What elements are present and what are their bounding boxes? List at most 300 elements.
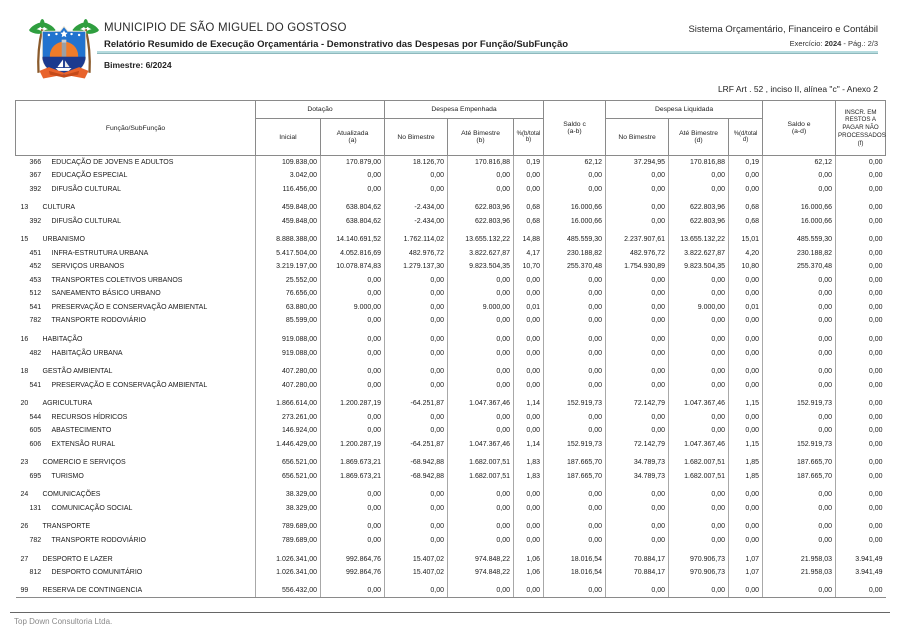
row-value-cell: 0,00: [836, 378, 886, 392]
row-function-code: 392: [29, 185, 42, 193]
row-value-cell: 0,01: [729, 301, 763, 315]
row-value-cell: 1.026.341,00: [256, 566, 321, 580]
row-function-label: COMUNICAÇÕES: [42, 491, 101, 499]
row-value-cell: 0,00: [729, 378, 763, 392]
row-value-cell: 0,00: [385, 328, 448, 347]
row-value-cell: 0,00: [514, 346, 544, 360]
row-value-cell: 0,00: [763, 169, 836, 183]
row-value-cell: 3.822.627,87: [448, 247, 514, 261]
row-function-code: 27: [20, 555, 29, 563]
row-value-cell: 76.656,00: [256, 287, 321, 301]
table-row: [16, 247, 886, 261]
row-value-cell: 3.042,00: [256, 169, 321, 183]
row-value-cell: 0,00: [669, 579, 729, 598]
row-value-cell: 0,00: [448, 328, 514, 347]
table-row: [16, 156, 886, 170]
row-value-cell: 1,07: [729, 547, 763, 566]
row-value-cell: 407.280,00: [256, 360, 321, 379]
row-value-cell: 1,06: [514, 566, 544, 580]
row-value-cell: 656.521,00: [256, 451, 321, 470]
row-function-label: GESTÃO AMBIENTAL: [42, 368, 113, 376]
row-function-code: 392: [29, 217, 42, 225]
row-value-cell: 0,00: [514, 515, 544, 534]
row-value-cell: 0,00: [544, 183, 606, 197]
row-value-cell: 0,00: [385, 314, 448, 328]
row-value-cell: 0,00: [836, 483, 886, 502]
row-value-cell: 622.803,96: [669, 215, 729, 229]
col-header-pct-b: %(b/total b): [514, 119, 544, 156]
row-value-cell: 1.047.367,46: [669, 437, 729, 451]
row-value-cell: 3.941,49: [836, 566, 886, 580]
row-value-cell: 622.803,96: [669, 196, 729, 215]
row-value-cell: 0,00: [669, 410, 729, 424]
footer-company: Top Down Consultoria Ltda.: [14, 617, 113, 626]
row-function-code: 605: [29, 427, 42, 435]
row-function-label: HABITAÇÃO: [42, 335, 83, 343]
row-value-cell: 0,00: [544, 301, 606, 315]
table-row: [16, 515, 886, 534]
row-value-cell: 34.789,73: [606, 470, 669, 484]
row-function-label: TRANSPORTES COLETIVOS URBANOS: [51, 276, 183, 284]
row-value-cell: 0,00: [836, 287, 886, 301]
row-value-cell: 0,00: [836, 360, 886, 379]
row-value-cell: 0,00: [544, 579, 606, 598]
row-value-cell: 0,00: [321, 579, 385, 598]
row-value-cell: 187.665,70: [544, 451, 606, 470]
row-value-cell: 109.838,00: [256, 156, 321, 170]
row-function-label: SANEAMENTO BÁSICO URBANO: [51, 290, 161, 298]
row-function-code: 606: [29, 440, 42, 448]
row-function-name: [16, 502, 256, 516]
row-value-cell: 0,00: [544, 483, 606, 502]
row-value-cell: 0,00: [606, 215, 669, 229]
row-function-name: [16, 451, 256, 470]
row-value-cell: 170.879,00: [321, 156, 385, 170]
row-value-cell: 15,01: [729, 228, 763, 247]
row-value-cell: 0,00: [606, 424, 669, 438]
row-value-cell: 0,00: [836, 183, 886, 197]
row-value-cell: 0,00: [836, 215, 886, 229]
row-function-code: 99: [20, 587, 29, 595]
row-value-cell: 0,00: [606, 515, 669, 534]
row-function-name: [16, 260, 256, 274]
row-function-name: [16, 314, 256, 328]
exercise-page-line: [688, 39, 878, 48]
row-value-cell: 0,00: [544, 410, 606, 424]
row-value-cell: 0,00: [448, 360, 514, 379]
row-value-cell: 187.665,70: [763, 470, 836, 484]
row-function-name: [16, 328, 256, 347]
row-value-cell: 0,00: [448, 410, 514, 424]
row-function-label: DIFUSÃO CULTURAL: [51, 185, 121, 193]
row-value-cell: 0,68: [729, 215, 763, 229]
row-value-cell: 3.941,49: [836, 547, 886, 566]
row-value-cell: 0,00: [763, 287, 836, 301]
table-row: [16, 566, 886, 580]
row-value-cell: 0,00: [321, 183, 385, 197]
row-function-label: PRESERVAÇÃO E CONSERVAÇÃO AMBIENTAL: [51, 303, 208, 311]
row-value-cell: 1,06: [514, 547, 544, 566]
row-function-name: [16, 228, 256, 247]
row-value-cell: 16.000,66: [544, 196, 606, 215]
table-row: [16, 378, 886, 392]
row-value-cell: -68.942,88: [385, 451, 448, 470]
row-value-cell: 1.869.673,21: [321, 451, 385, 470]
row-value-cell: 0,00: [514, 328, 544, 347]
col-header-restos: INSCR. EM RESTOS A PAGAR NÃO PROCESSADOS (f): [836, 101, 886, 156]
row-value-cell: 0,00: [385, 579, 448, 598]
row-value-cell: 482.976,72: [385, 247, 448, 261]
row-function-code: 695: [29, 472, 42, 480]
table-row: [16, 424, 886, 438]
row-value-cell: 34.789,73: [606, 451, 669, 470]
row-value-cell: 0,00: [669, 502, 729, 516]
row-value-cell: 970.906,73: [669, 566, 729, 580]
table-row: [16, 470, 886, 484]
row-value-cell: 72.142,79: [606, 392, 669, 411]
row-value-cell: 0,00: [763, 424, 836, 438]
row-function-code: 23: [20, 459, 29, 467]
row-function-name: [16, 437, 256, 451]
row-value-cell: 0,00: [669, 378, 729, 392]
row-value-cell: 18.016,54: [544, 547, 606, 566]
row-value-cell: 1.762.114,02: [385, 228, 448, 247]
row-value-cell: 18.016,54: [544, 566, 606, 580]
row-value-cell: 0,00: [448, 287, 514, 301]
row-value-cell: 485.559,30: [763, 228, 836, 247]
row-value-cell: 0,00: [385, 169, 448, 183]
row-function-code: 453: [29, 276, 42, 284]
row-value-cell: 25.552,00: [256, 274, 321, 288]
row-value-cell: 1.446.429,00: [256, 437, 321, 451]
row-value-cell: 974.848,22: [448, 547, 514, 566]
row-value-cell: 1.047.367,46: [448, 437, 514, 451]
row-value-cell: 0,00: [448, 502, 514, 516]
table-row: [16, 196, 886, 215]
row-value-cell: 0,00: [763, 183, 836, 197]
row-value-cell: 0,00: [669, 274, 729, 288]
row-value-cell: 0,00: [836, 451, 886, 470]
row-value-cell: 146.924,00: [256, 424, 321, 438]
expenses-table: [15, 100, 886, 598]
row-function-code: 782: [29, 317, 42, 325]
row-function-label: SERVIÇOS URBANOS: [51, 263, 125, 271]
row-value-cell: 992.864,76: [321, 547, 385, 566]
row-value-cell: 70.884,17: [606, 566, 669, 580]
row-value-cell: 10.078.874,83: [321, 260, 385, 274]
row-value-cell: 0,00: [385, 502, 448, 516]
row-value-cell: 1.682.007,51: [669, 451, 729, 470]
row-value-cell: 0,00: [729, 579, 763, 598]
row-value-cell: 3.219.197,00: [256, 260, 321, 274]
row-value-cell: 0,00: [448, 424, 514, 438]
row-value-cell: 13.655.132,22: [448, 228, 514, 247]
row-function-label: COMUNICAÇÃO SOCIAL: [51, 504, 133, 512]
row-value-cell: 1,83: [514, 451, 544, 470]
row-value-cell: 0,00: [836, 228, 886, 247]
header-accent-rule: [97, 51, 878, 54]
row-value-cell: 170.816,88: [669, 156, 729, 170]
row-value-cell: 0,00: [836, 196, 886, 215]
row-value-cell: 21.958,03: [763, 547, 836, 566]
row-value-cell: 255.370,48: [763, 260, 836, 274]
row-value-cell: 0,00: [836, 392, 886, 411]
row-function-label: TRANSPORTE RODOVIÁRIO: [51, 537, 146, 544]
col-header-liq-ate-bimestre: Até Bimestre (d): [669, 119, 729, 156]
table-row: [16, 346, 886, 360]
row-value-cell: 1,15: [729, 437, 763, 451]
row-value-cell: 638.804,62: [321, 196, 385, 215]
row-value-cell: 0,00: [606, 287, 669, 301]
row-function-label: ABASTECIMENTO: [51, 427, 112, 435]
row-function-name: [16, 378, 256, 392]
row-value-cell: 9.823.504,35: [669, 260, 729, 274]
row-value-cell: 0,00: [321, 346, 385, 360]
row-value-cell: 789.689,00: [256, 534, 321, 548]
row-value-cell: 0,00: [385, 360, 448, 379]
row-value-cell: 18.126,70: [385, 156, 448, 170]
row-value-cell: 0,00: [729, 328, 763, 347]
row-value-cell: 1,15: [729, 392, 763, 411]
table-row: [16, 228, 886, 247]
row-value-cell: 0,00: [669, 346, 729, 360]
row-value-cell: 0,00: [606, 360, 669, 379]
table-body: [16, 156, 886, 598]
row-value-cell: 0,00: [448, 534, 514, 548]
row-function-label: DESPORTO E LAZER: [42, 555, 113, 563]
row-value-cell: 0,68: [514, 196, 544, 215]
row-value-cell: 0,00: [544, 274, 606, 288]
row-value-cell: 0,00: [763, 378, 836, 392]
row-value-cell: 38.329,00: [256, 483, 321, 502]
lrf-reference: LRF Art . 52 , inciso II, alínea "c" - Anexo 2: [717, 84, 878, 94]
row-value-cell: 0,00: [836, 274, 886, 288]
col-header-emp-ate-bimestre: Até Bimestre (b): [448, 119, 514, 156]
table-row: [16, 215, 886, 229]
row-function-name: [16, 360, 256, 379]
row-function-code: 512: [29, 290, 42, 298]
row-value-cell: 0,00: [729, 515, 763, 534]
row-value-cell: 0,00: [836, 579, 886, 598]
row-value-cell: 556.432,00: [256, 579, 321, 598]
row-value-cell: 0,01: [514, 301, 544, 315]
row-value-cell: 0,00: [544, 502, 606, 516]
row-value-cell: 0,00: [606, 410, 669, 424]
col-header-liq-no-bimestre: No Bimestre: [606, 119, 669, 156]
row-value-cell: 0,00: [514, 378, 544, 392]
row-value-cell: 10,70: [514, 260, 544, 274]
row-function-name: [16, 183, 256, 197]
row-value-cell: 0,00: [385, 424, 448, 438]
row-function-name: [16, 215, 256, 229]
row-function-code: 24: [20, 491, 29, 499]
row-value-cell: 1,14: [514, 437, 544, 451]
row-function-name: [16, 301, 256, 315]
row-value-cell: 9.000,00: [448, 301, 514, 315]
title-block: [104, 22, 568, 50]
row-value-cell: 14.140.691,52: [321, 228, 385, 247]
row-value-cell: 0,00: [385, 515, 448, 534]
row-value-cell: 5.417.504,00: [256, 247, 321, 261]
row-value-cell: 0,00: [729, 314, 763, 328]
row-function-code: 544: [29, 413, 42, 421]
table-row: [16, 287, 886, 301]
row-value-cell: 16.000,66: [763, 215, 836, 229]
municipality-coat-of-arms-icon: [28, 18, 100, 86]
row-function-label: PRESERVAÇÃO E CONSERVAÇÃO AMBIENTAL: [51, 381, 208, 389]
row-function-label: TRANSPORTE: [42, 523, 91, 531]
row-value-cell: 0,00: [385, 183, 448, 197]
row-function-label: COMERCIO E SERVIÇOS: [42, 459, 126, 467]
row-value-cell: 62,12: [763, 156, 836, 170]
row-value-cell: 992.864,76: [321, 566, 385, 580]
row-value-cell: 1,14: [514, 392, 544, 411]
row-value-cell: 0,00: [448, 378, 514, 392]
row-value-cell: 0,00: [606, 196, 669, 215]
col-header-saldo-c: Saldo c (a-b): [544, 101, 606, 156]
row-value-cell: 0,00: [836, 260, 886, 274]
row-value-cell: 0,00: [669, 169, 729, 183]
row-value-cell: 0,00: [448, 346, 514, 360]
row-value-cell: 152.919,73: [763, 392, 836, 411]
report-title: Relatório Resumido de Execução Orçamentária - Demonstrativo das Despesas por Função/SubFunção: [104, 39, 569, 50]
row-value-cell: 974.848,22: [448, 566, 514, 580]
row-value-cell: 1,85: [729, 451, 763, 470]
table-header: [16, 101, 886, 156]
row-value-cell: 1.682.007,51: [448, 451, 514, 470]
row-value-cell: 0,00: [763, 301, 836, 315]
row-value-cell: 0,00: [514, 502, 544, 516]
row-value-cell: 0,00: [729, 274, 763, 288]
row-value-cell: 0,00: [763, 515, 836, 534]
row-value-cell: 0,00: [606, 502, 669, 516]
table-row: [16, 547, 886, 566]
bimestre-label: Bimestre: 6/2024: [104, 60, 172, 70]
row-value-cell: 0,00: [836, 301, 886, 315]
row-value-cell: 622.803,96: [448, 215, 514, 229]
row-value-cell: -64.251,87: [385, 437, 448, 451]
row-value-cell: 0,00: [544, 346, 606, 360]
row-value-cell: 0,00: [763, 534, 836, 548]
row-function-label: URBANISMO: [42, 236, 85, 244]
row-value-cell: 0,00: [321, 534, 385, 548]
row-value-cell: 0,00: [763, 274, 836, 288]
row-value-cell: 0,00: [836, 424, 886, 438]
row-value-cell: 0,00: [321, 169, 385, 183]
row-value-cell: 16.000,66: [763, 196, 836, 215]
row-function-code: 15: [20, 236, 29, 244]
row-value-cell: 62,12: [544, 156, 606, 170]
row-value-cell: 0,00: [514, 534, 544, 548]
row-value-cell: 0,00: [514, 287, 544, 301]
system-name: Sistema Orçamentário, Financeiro e Contábil: [688, 24, 878, 35]
row-value-cell: 0,00: [321, 483, 385, 502]
table-row: [16, 451, 886, 470]
row-value-cell: 1.279.137,30: [385, 260, 448, 274]
row-value-cell: 273.261,00: [256, 410, 321, 424]
row-value-cell: 0,00: [514, 360, 544, 379]
page-number: - Pág.: 2/3: [843, 39, 878, 48]
row-value-cell: 0,00: [729, 534, 763, 548]
row-value-cell: 152.919,73: [544, 437, 606, 451]
row-function-name: [16, 346, 256, 360]
row-value-cell: 0,00: [448, 169, 514, 183]
row-value-cell: 0,00: [836, 247, 886, 261]
system-block: [688, 24, 878, 48]
row-value-cell: 0,00: [385, 378, 448, 392]
row-value-cell: 8.888.388,00: [256, 228, 321, 247]
row-value-cell: 0,00: [836, 346, 886, 360]
table-row: [16, 260, 886, 274]
row-value-cell: 14,88: [514, 228, 544, 247]
col-header-inicial: Inicial: [256, 119, 321, 156]
row-value-cell: 1.869.673,21: [321, 470, 385, 484]
row-value-cell: 0,00: [763, 360, 836, 379]
row-value-cell: 0,00: [669, 534, 729, 548]
row-value-cell: 0,00: [385, 301, 448, 315]
row-value-cell: 0,00: [729, 346, 763, 360]
row-value-cell: 0,00: [606, 169, 669, 183]
row-value-cell: 0,00: [836, 534, 886, 548]
table-row: [16, 483, 886, 502]
row-value-cell: 485.559,30: [544, 228, 606, 247]
row-value-cell: 0,00: [606, 183, 669, 197]
row-function-code: 16: [20, 335, 29, 343]
row-value-cell: 9.000,00: [321, 301, 385, 315]
row-value-cell: 9.000,00: [669, 301, 729, 315]
row-value-cell: 0,00: [763, 579, 836, 598]
row-value-cell: 0,68: [514, 215, 544, 229]
row-value-cell: 63.880,00: [256, 301, 321, 315]
row-value-cell: 0,00: [321, 410, 385, 424]
row-value-cell: 0,00: [729, 360, 763, 379]
row-value-cell: 0,00: [763, 502, 836, 516]
table-row: [16, 274, 886, 288]
row-function-name: [16, 566, 256, 580]
row-function-name: [16, 247, 256, 261]
row-function-code: 782: [29, 537, 42, 544]
row-function-code: 482: [29, 349, 42, 357]
row-value-cell: 10,80: [729, 260, 763, 274]
row-value-cell: 0,00: [544, 515, 606, 534]
row-value-cell: 0,00: [514, 183, 544, 197]
row-value-cell: 0,00: [669, 314, 729, 328]
row-value-cell: 0,00: [544, 424, 606, 438]
row-value-cell: 0,00: [321, 502, 385, 516]
row-value-cell: 1.026.341,00: [256, 547, 321, 566]
row-function-name: [16, 169, 256, 183]
row-function-label: TURISMO: [51, 472, 84, 480]
row-function-name: [16, 424, 256, 438]
row-function-label: TRANSPORTE RODOVIÁRIO: [51, 317, 146, 325]
row-value-cell: 0,00: [836, 410, 886, 424]
row-value-cell: 0,00: [544, 534, 606, 548]
row-value-cell: 0,00: [514, 424, 544, 438]
row-value-cell: 0,00: [836, 314, 886, 328]
row-function-label: RECURSOS HÍDRICOS: [51, 413, 128, 421]
row-value-cell: 0,00: [544, 378, 606, 392]
row-value-cell: 0,00: [729, 169, 763, 183]
row-value-cell: 0,00: [321, 515, 385, 534]
row-function-label: DIFUSÃO CULTURAL: [51, 217, 121, 225]
row-function-code: 20: [20, 400, 29, 408]
row-value-cell: 255.370,48: [544, 260, 606, 274]
row-value-cell: 0,00: [544, 169, 606, 183]
row-value-cell: 170.816,88: [448, 156, 514, 170]
row-value-cell: 482.976,72: [606, 247, 669, 261]
row-value-cell: 0,00: [763, 410, 836, 424]
row-value-cell: 0,00: [836, 470, 886, 484]
